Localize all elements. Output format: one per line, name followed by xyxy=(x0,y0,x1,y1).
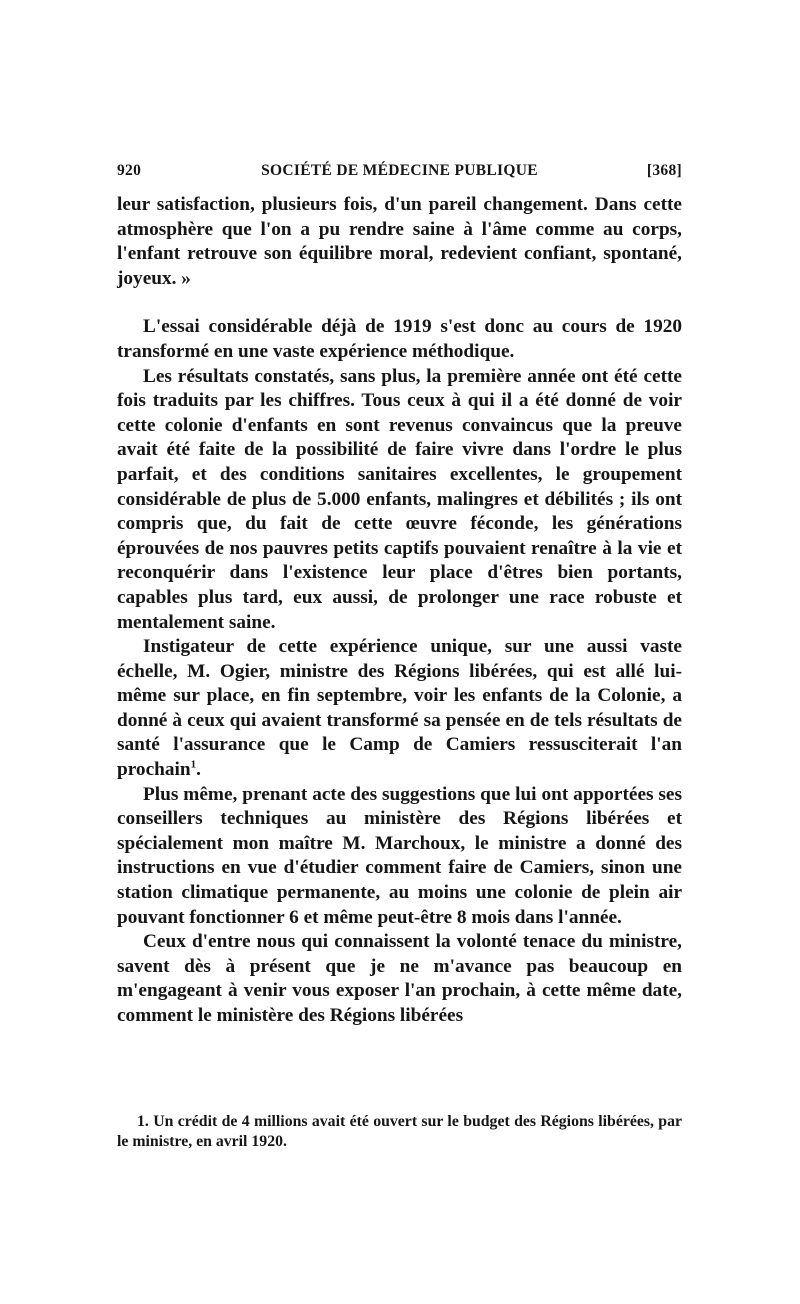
paragraph: Plus même, prenant acte des suggestions que lui ont apportées ses conseillers techniques au ministère des Régions libérées et spécialement mon maître M. Marchoux, le ministre a donné des instructions en vue d'étudier comment faire de Camiers, sinon une station climatique permanente, au moins une colonie de plein air pouvant fonctionner 6 et même peut-être 8 mois dans l'année. xyxy=(117,783,682,928)
footnote-reference: 1 xyxy=(190,758,197,771)
paragraph: leur satisfaction, plusieurs fois, d'un pareil changement. Dans cette atmosphère que l'on a pu rendre saine à l'âme comme au corps, l'enfant retrouve son équilibre moral, redevient confiant, spontané, joyeux. » xyxy=(117,194,682,289)
sentence-end: . xyxy=(196,759,201,781)
running-header xyxy=(117,162,682,184)
paragraph-text: Instigateur de cette expérience unique, sur une aussi vaste échelle, M. Ogier, ministre des Régions libérées, qui est allé lui-même sur place, en fin septembre, voir les enfants de la Colonie, a donné à ceux qui avaient transformé sa pensée en de tels résultats de santé l'assurance que le Camp de Camiers ressusciterait l'an prochain xyxy=(117,636,682,781)
paragraph: L'essai considérable déjà de 1919 s'est donc au cours de 1920 transformé en une vaste expérience méthodique. xyxy=(117,316,682,362)
paragraph: Ceux d'entre nous qui connaissent la volonté tenace du ministre, savent dès à présent que je ne m'avance pas beaucoup en m'engageant à venir vous exposer l'an prochain, à cette même date, comment le ministère des Régions libérées xyxy=(117,931,682,1026)
paragraph xyxy=(117,635,682,783)
body-text xyxy=(117,193,682,1029)
footnote-number: 1. xyxy=(137,1113,149,1130)
page-content xyxy=(117,162,682,1029)
footnote-text: Un crédit de 4 millions avait été ouvert sur le budget des Régions libérées, par le ministre, en avril 1920. xyxy=(117,1113,683,1150)
paragraph: Les résultats constatés, sans plus, la première année ont été cette fois traduits par les chiffres. Tous ceux à qui il a été donné de voir cette colonie d'enfants en sont revenus convaincus que la preuve avait été faite de la possibilité de faire vivre dans l'ordre le plus parfait, et des conditions sanitaires excellentes, le groupement considérable de plus de 5.000 enfants, malingres et débilités ; ils ont compris que, du fait de cette œuvre féconde, les générations éprouvées de nos pauvres petits captifs pouvaient renaître à la vie et reconquérir dans l'existence leur place d'êtres bien portants, capables plus tard, eux aussi, de prolonger une race robuste et mentalement saine. xyxy=(117,365,682,633)
page-reference: [368] xyxy=(646,162,682,179)
page-number: 920 xyxy=(117,162,142,179)
footnote xyxy=(117,1112,682,1152)
running-title: SOCIÉTÉ DE MÉDECINE PUBLIQUE xyxy=(261,162,538,179)
